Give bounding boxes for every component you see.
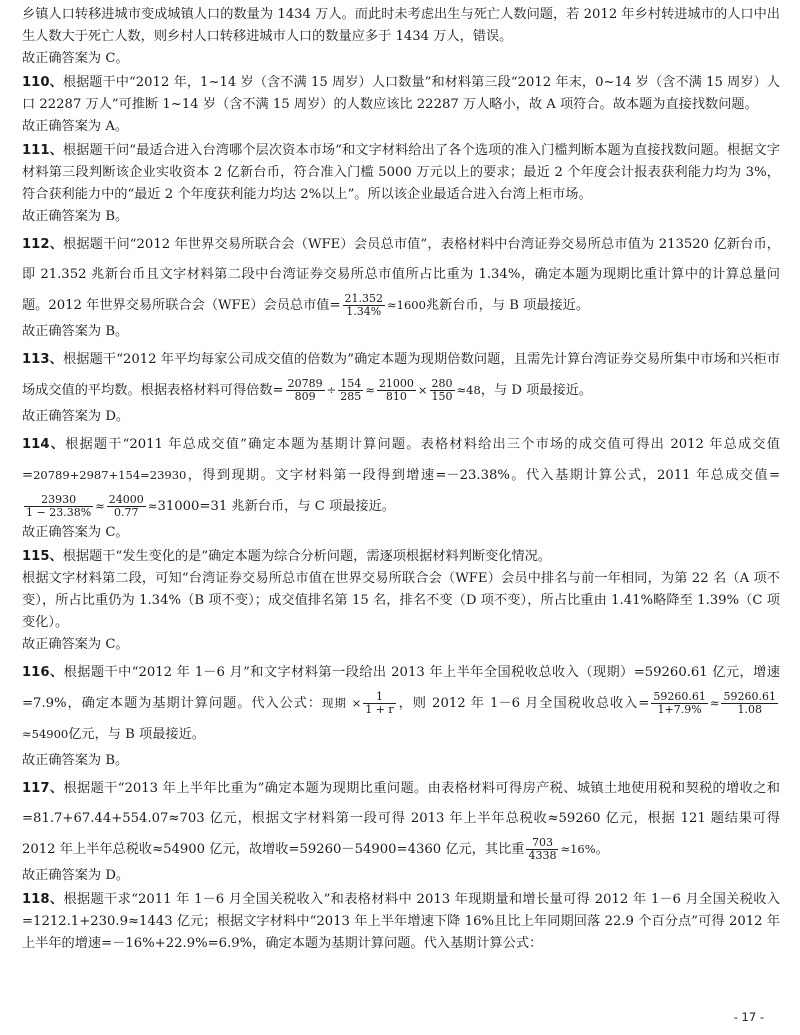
fraction: $\frac{59260.61}{1.08}$ bbox=[723, 690, 776, 716]
formula-label: 现期 × bbox=[322, 696, 362, 710]
question-116 bbox=[22, 658, 780, 750]
question-text: 根据题干问“2012 年世界交易所联合会（WFE）会员总市值”，表格材料中台湾证券交易所总市值为 213520 亿新台币，即 21.352 兆新台币且文字材料第二段中台湾证券交易所总市值所占比重为 1.34%，确定本题为现期比重计算中的计算总量问题。2012 年世界交易所联合会（WFE）会员总市值= bbox=[22, 237, 780, 313]
answer-line: 故正确答案为 D。 bbox=[22, 868, 130, 883]
top-paragraph: 乡镇人口转移进城市变成城镇人口的数量为 1434 万人。而此时未考虑出生与死亡人数问题，若 2012 年乡村转进城市的人口中出生人数大于死亡人数，则乡村人口转移进城市人口的数量应多于 1434 万人，错误。 bbox=[22, 7, 780, 44]
answer-line: 故正确答案为 B。 bbox=[22, 209, 129, 224]
question-number: 111、 bbox=[22, 143, 63, 158]
fraction: $\frac{154}{285}$ bbox=[340, 377, 362, 403]
approx-value: ≈54900 bbox=[22, 727, 69, 741]
fraction: $\frac{59260.61}{1+7.9\%}$ bbox=[653, 690, 706, 716]
math-operator: ÷ bbox=[326, 383, 337, 397]
question-text: 亿元，与 B 项最接近。 bbox=[68, 727, 205, 742]
fraction: $\frac{23930}{1 - 23.38\%}$ bbox=[26, 493, 92, 519]
approx-value: ≈48 bbox=[456, 383, 481, 397]
question-117 bbox=[22, 774, 780, 865]
question-text: 根据题干中“2012 年 1－6 月”和文字材料第一段给出 2013 年上半年全国税收总收入（现期）=59260.61 亿元，增速=7.9%，确定本题为基期计算问题。代入公式： bbox=[22, 665, 780, 711]
fraction: $\frac{703}{4338}$ bbox=[528, 836, 557, 862]
question-text: 。 bbox=[595, 842, 609, 857]
question-118 bbox=[22, 889, 780, 955]
math-operator: ≈ bbox=[147, 499, 158, 513]
math-operator: ≈ bbox=[95, 499, 105, 513]
fraction: $\frac{20789}{809}$ bbox=[287, 377, 323, 403]
answer-line: 故正确答案为 C。 bbox=[22, 637, 129, 652]
question-text: ，则 2012 年 1－6 月全国税收总收入= bbox=[397, 696, 650, 711]
fraction: $\frac{24000}{0.77}$ bbox=[108, 493, 144, 519]
question-number: 118、 bbox=[22, 892, 64, 907]
fraction: $\frac{1}{1 + r}$ bbox=[365, 690, 394, 716]
fraction: $\frac{21000}{810}$ bbox=[378, 377, 414, 403]
question-112 bbox=[22, 230, 780, 321]
question-110 bbox=[22, 72, 780, 116]
question-text: ，与 D 项最接近。 bbox=[480, 383, 593, 398]
question-number: 115、 bbox=[22, 549, 63, 564]
question-115 bbox=[22, 546, 780, 568]
fraction: $\frac{280}{150}$ bbox=[431, 377, 453, 403]
question-number: 113、 bbox=[22, 352, 63, 367]
question-number: 112、 bbox=[22, 237, 64, 252]
answer-line: 故正确答案为 C。 bbox=[22, 51, 129, 66]
question-number: 116、 bbox=[22, 665, 64, 680]
question-text: 根据题干“2011 年总成交值”确定本题为基期计算问题。表格材料给出三个市场的成交值可得出 2012 年总成交值= bbox=[22, 437, 780, 483]
document-body bbox=[22, 4, 780, 955]
question-text: 根据题干中“2012 年，1~14 岁（含不满 15 周岁）人口数量”和材料第三段“2012 年末，0~14 岁（含不满 15 周岁）人口 22287 万人”可推断 1~14 岁（含不满 15 周岁）的人数应该比 22287 万人略小，故 A 项符合。故本题为直接找数问题。 bbox=[22, 75, 780, 112]
answer-line: 故正确答案为 A。 bbox=[22, 119, 129, 134]
question-text: ，得到现期。文字材料第一段得到增速=－23.38%。代入基期计算公式，2011 年总成交值= bbox=[186, 468, 780, 483]
question-text: 根据题干“发生变化的是”确定本题为综合分析问题，需逐项根据材料判断变化情况。 bbox=[62, 549, 551, 564]
math-operator: ≈ bbox=[709, 696, 720, 710]
question-number: 117、 bbox=[22, 781, 64, 796]
math-expression: 20789+2987+154=23930 bbox=[33, 468, 187, 482]
answer-line: 故正确答案为 D。 bbox=[22, 409, 130, 424]
approx-value: ≈1600 bbox=[387, 298, 426, 312]
math-operator: ≈ bbox=[365, 383, 375, 397]
question-114 bbox=[22, 430, 780, 522]
question-number: 110、 bbox=[22, 75, 63, 90]
question-text: 根据题干求“2011 年 1－6 月全国关税收入”和表格材料中 2013 年现期量和增长量可得 2012 年 1－6 月全国关税收入=1212.1+230.9≈1443 亿元；根据文字材料中“2013 年上半年增速下降 16%且比上年同期回落 22.9 个百分点”可得 2012 年上半年的增速=－16%+22.9%=6.9%，确定本题为基期计算问题。代入基期计算公式： bbox=[22, 892, 781, 951]
approx-value: ≈16% bbox=[560, 842, 596, 856]
math-operator: × bbox=[417, 383, 428, 397]
question-text: 根据题干问“最适合进入台湾哪个层次资本市场”和文字材料给出了各个选项的准入门槛判断本题为直接找数问题。根据文字材料第三段判断该企业实收资本 2 亿新台币，符合准入门槛 5000 万元以上的要求；最近 2 个年度会计报表获利能力均为 3%，符合获利能力中的“最近 2 个年度获利能力均达 2%以上”。所以该企业最适合进入台湾上柜市场。 bbox=[22, 143, 780, 202]
question-text: 兆新台币，与 B 项最接近。 bbox=[425, 298, 590, 313]
question-text: 31000=31 兆新台币，与 C 项最接近。 bbox=[157, 499, 395, 514]
answer-line: 故正确答案为 B。 bbox=[22, 324, 129, 339]
question-115-detail: 根据文字材料第二段，可知“台湾证券交易所总市值在世界交易所联合会（WFE）会员中排名与前一年相同，为第 22 名（A 项不变），所占比重仍为 1.34%（B 项不变）；成交值排名第 15 名，排名不变（D 项不变），所占比重由 1.41%略降至 1.39%（C 项变化）。 bbox=[22, 571, 780, 630]
question-text: 根据题干“2012 年平均每家公司成交值的倍数为”确定本题为现期倍数问题，且需先计算台湾证券交易所集中市场和兴柜市场成交值的平均数。根据表格材料可得倍数= bbox=[22, 352, 780, 398]
answer-line: 故正确答案为 B。 bbox=[22, 753, 129, 768]
question-text: 根据题干“2013 年上半年比重为”确定本题为现期比重问题。由表格材料可得房产税、城镇土地使用税和契税的增收之和=81.7+67.44+554.07≈703 亿元，根据文字材料第一段可得 2013 年上半年总税收≈59260 亿元，根据 121 题结果可得 2012 年上半年总税收≈54900 亿元，故增收=59260－54900=4360 亿元，其比重 bbox=[22, 781, 780, 857]
question-113 bbox=[22, 345, 780, 406]
answer-line: 故正确答案为 C。 bbox=[22, 525, 129, 540]
question-111 bbox=[22, 140, 780, 206]
fraction: $\frac{21.352}{1.34\%}$ bbox=[344, 292, 384, 318]
page-number: - 17 - bbox=[733, 1010, 764, 1024]
question-number: 114、 bbox=[22, 437, 66, 452]
